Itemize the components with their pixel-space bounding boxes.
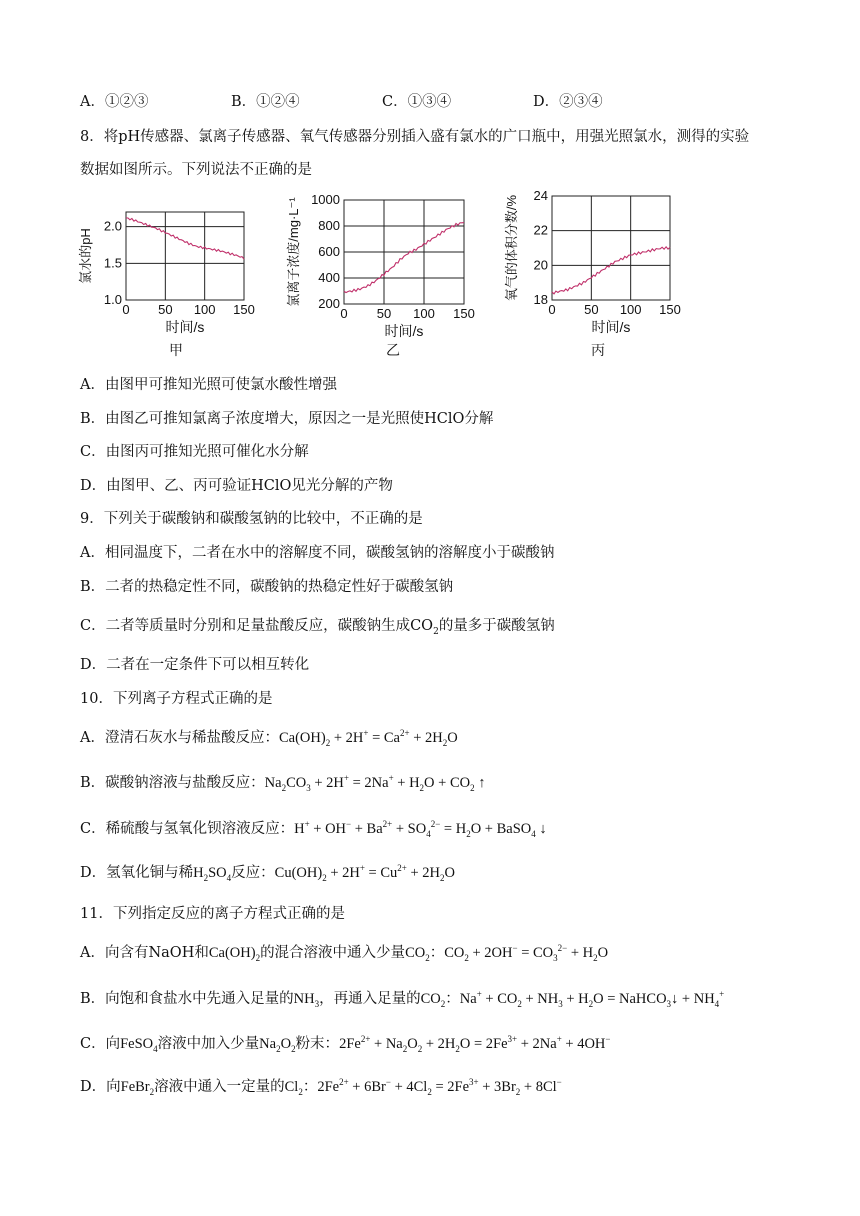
y-tick-label: 600 [318,244,340,259]
y-axis-label: 氧气的体积分数/% [504,194,519,302]
q10-stem: 10．下列离子方程式正确的是 [80,691,273,707]
x-tick-label: 150 [659,302,681,317]
chart-yi-svg [286,188,496,338]
y-tick-label: 24 [533,188,548,203]
q11-option-d: D．向FeBr$_2$溶液中通入一定量的$Cl_2$：$2Fe^{2+} + 6Br^- + 4Cl_2 = 2Fe^{3+} + 3Br_2 + 8Cl^-$ [80,1077,562,1097]
x-tick-label: 150 [453,306,475,321]
x-axis-label: 时间/s [165,319,205,335]
x-tick-label: 50 [376,306,392,321]
y-tick-label: 22 [533,222,548,238]
y-tick-label: 1.0 [103,292,122,307]
q10-option-c: C．稀硫酸与氢氧化钡溶液反应：$H^+ + OH^- + Ba^{2+} + SO_4^{2-} = H_2O$ + BaSO$_4$ ↓ [80,819,547,839]
chart-yi [286,188,496,342]
q10-option-d: D．氢氧化铜与稀$H_2SO_4$反应：$Cu(OH)_2 + 2H^+ = Cu^{2+} + 2H_2O$ [80,863,455,883]
chart-jia [78,188,278,342]
series-line [126,218,244,259]
y-tick-label: 20 [533,257,548,273]
series-line [344,223,464,293]
x-tick-label: 100 [619,302,642,317]
plot-frame [552,196,670,300]
q11-option-b: B．向饱和食盐水中先通入足量的$NH_3$，再通入足量的$CO_2$：$Na^+ + CO_2 + NH_3 + H_2O$ = NaHCO$_3$↓ + $NH_4^+$ [80,989,725,1009]
y-axis-label: 氯离子浓度/mg·L⁻¹ [286,197,301,307]
q10-option-a: A．澄清石灰水与稀盐酸反应：$Ca(OH)_2 + 2H^+ = Ca^{2+} + 2H_2O$ [80,728,458,748]
q9-option-b: B．二者的热稳定性不同，碳酸钠的热稳定性好于碳酸氢钠 [80,579,454,595]
y-tick-label: 200 [318,296,340,311]
series-line [552,247,670,294]
q7-option-a: A．①②③ [80,94,149,110]
x-axis-label: 时间/s [384,323,424,338]
q9-stem: 9．下列关于碳酸钠和碳酸氢钠的比较中，不正确的是 [80,511,423,527]
chart-bing-caption: 丙 [591,343,605,359]
plot-frame [126,212,244,300]
q8-option-c: C．由图丙可推知光照可催化水分解 [80,444,309,460]
chart-jia-svg [78,188,278,338]
q8-stem-line-2: 数据如图所示。下列说法不正确的是 [80,162,312,178]
chart-jia-caption: 甲 [169,343,183,359]
y-tick-label: 1000 [311,192,340,207]
x-tick-label: 0 [340,306,348,321]
q7-option-c: C．①③④ [382,94,452,110]
y-tick-label: 800 [318,218,340,233]
x-axis-label: 时间/s [591,319,631,335]
x-tick-label: 100 [193,302,216,317]
q8-stem-line-1: 8．将pH传感器、氯离子传感器、氧气传感器分别插入盛有氯水的广口瓶中，用强光照氯水，测得的实验 [80,129,750,145]
q7-option-d: D．②③④ [533,94,603,110]
q8-option-b: B．由图乙可推知氯离子浓度增大，原因之一是光照使HClO分解 [80,411,494,427]
q11-option-c: C．向FeSO$_4$溶液中加入少量$Na_2O_2$粉末：$2Fe^{2+} + Na_2O_2 + 2H_2O = 2Fe^{3+} + 2Na^+ + 4OH^-$ [80,1034,611,1054]
q9-option-d: D．二者在一定条件下可以相互转化 [80,657,310,673]
chart-bing-svg [504,188,704,338]
q11-stem: 11．下列指定反应的离子方程式正确的是 [80,906,345,922]
q10-option-b: B．碳酸钠溶液与盐酸反应：$Na_2CO_3 + 2H^+ = 2Na^+ + H_2O + CO_2$ ↑ [80,773,486,793]
y-axis-label: 氯水的pH [78,228,93,284]
y-tick-label: 18 [533,292,548,307]
q9-option-a: A．相同温度下，二者在水中的溶解度不同，碳酸氢钠的溶解度小于碳酸钠 [80,545,555,561]
y-tick-label: 400 [318,270,340,285]
x-tick-label: 0 [122,302,130,317]
chart-yi-caption: 乙 [386,343,400,359]
x-tick-label: 0 [548,302,556,317]
x-tick-label: 50 [584,302,599,317]
x-tick-label: 50 [158,302,173,317]
q8-option-d: D．由图甲、乙、丙可验证HClO见光分解的产物 [80,478,393,494]
q9-option-c: C．二者等质量时分别和足量盐酸反应，碳酸钠生成$CO_2$的量多于碳酸氢钠 [80,618,555,637]
q11-option-a: A．向含有NaOH和$Ca(OH)_2$的混合溶液中通入少量$CO_2$：$CO_2 + 2OH^- = CO_3^{2-} + H_2O$ [80,943,609,963]
q7-option-b: B．①②④ [231,94,300,110]
x-tick-label: 150 [233,302,255,317]
y-tick-label: 1.5 [103,255,122,271]
chart-bing [504,188,704,342]
q8-option-a: A．由图甲可推知光照可使氯水酸性增强 [80,377,337,393]
y-tick-label: 2.0 [103,218,122,234]
x-tick-label: 100 [413,306,435,321]
